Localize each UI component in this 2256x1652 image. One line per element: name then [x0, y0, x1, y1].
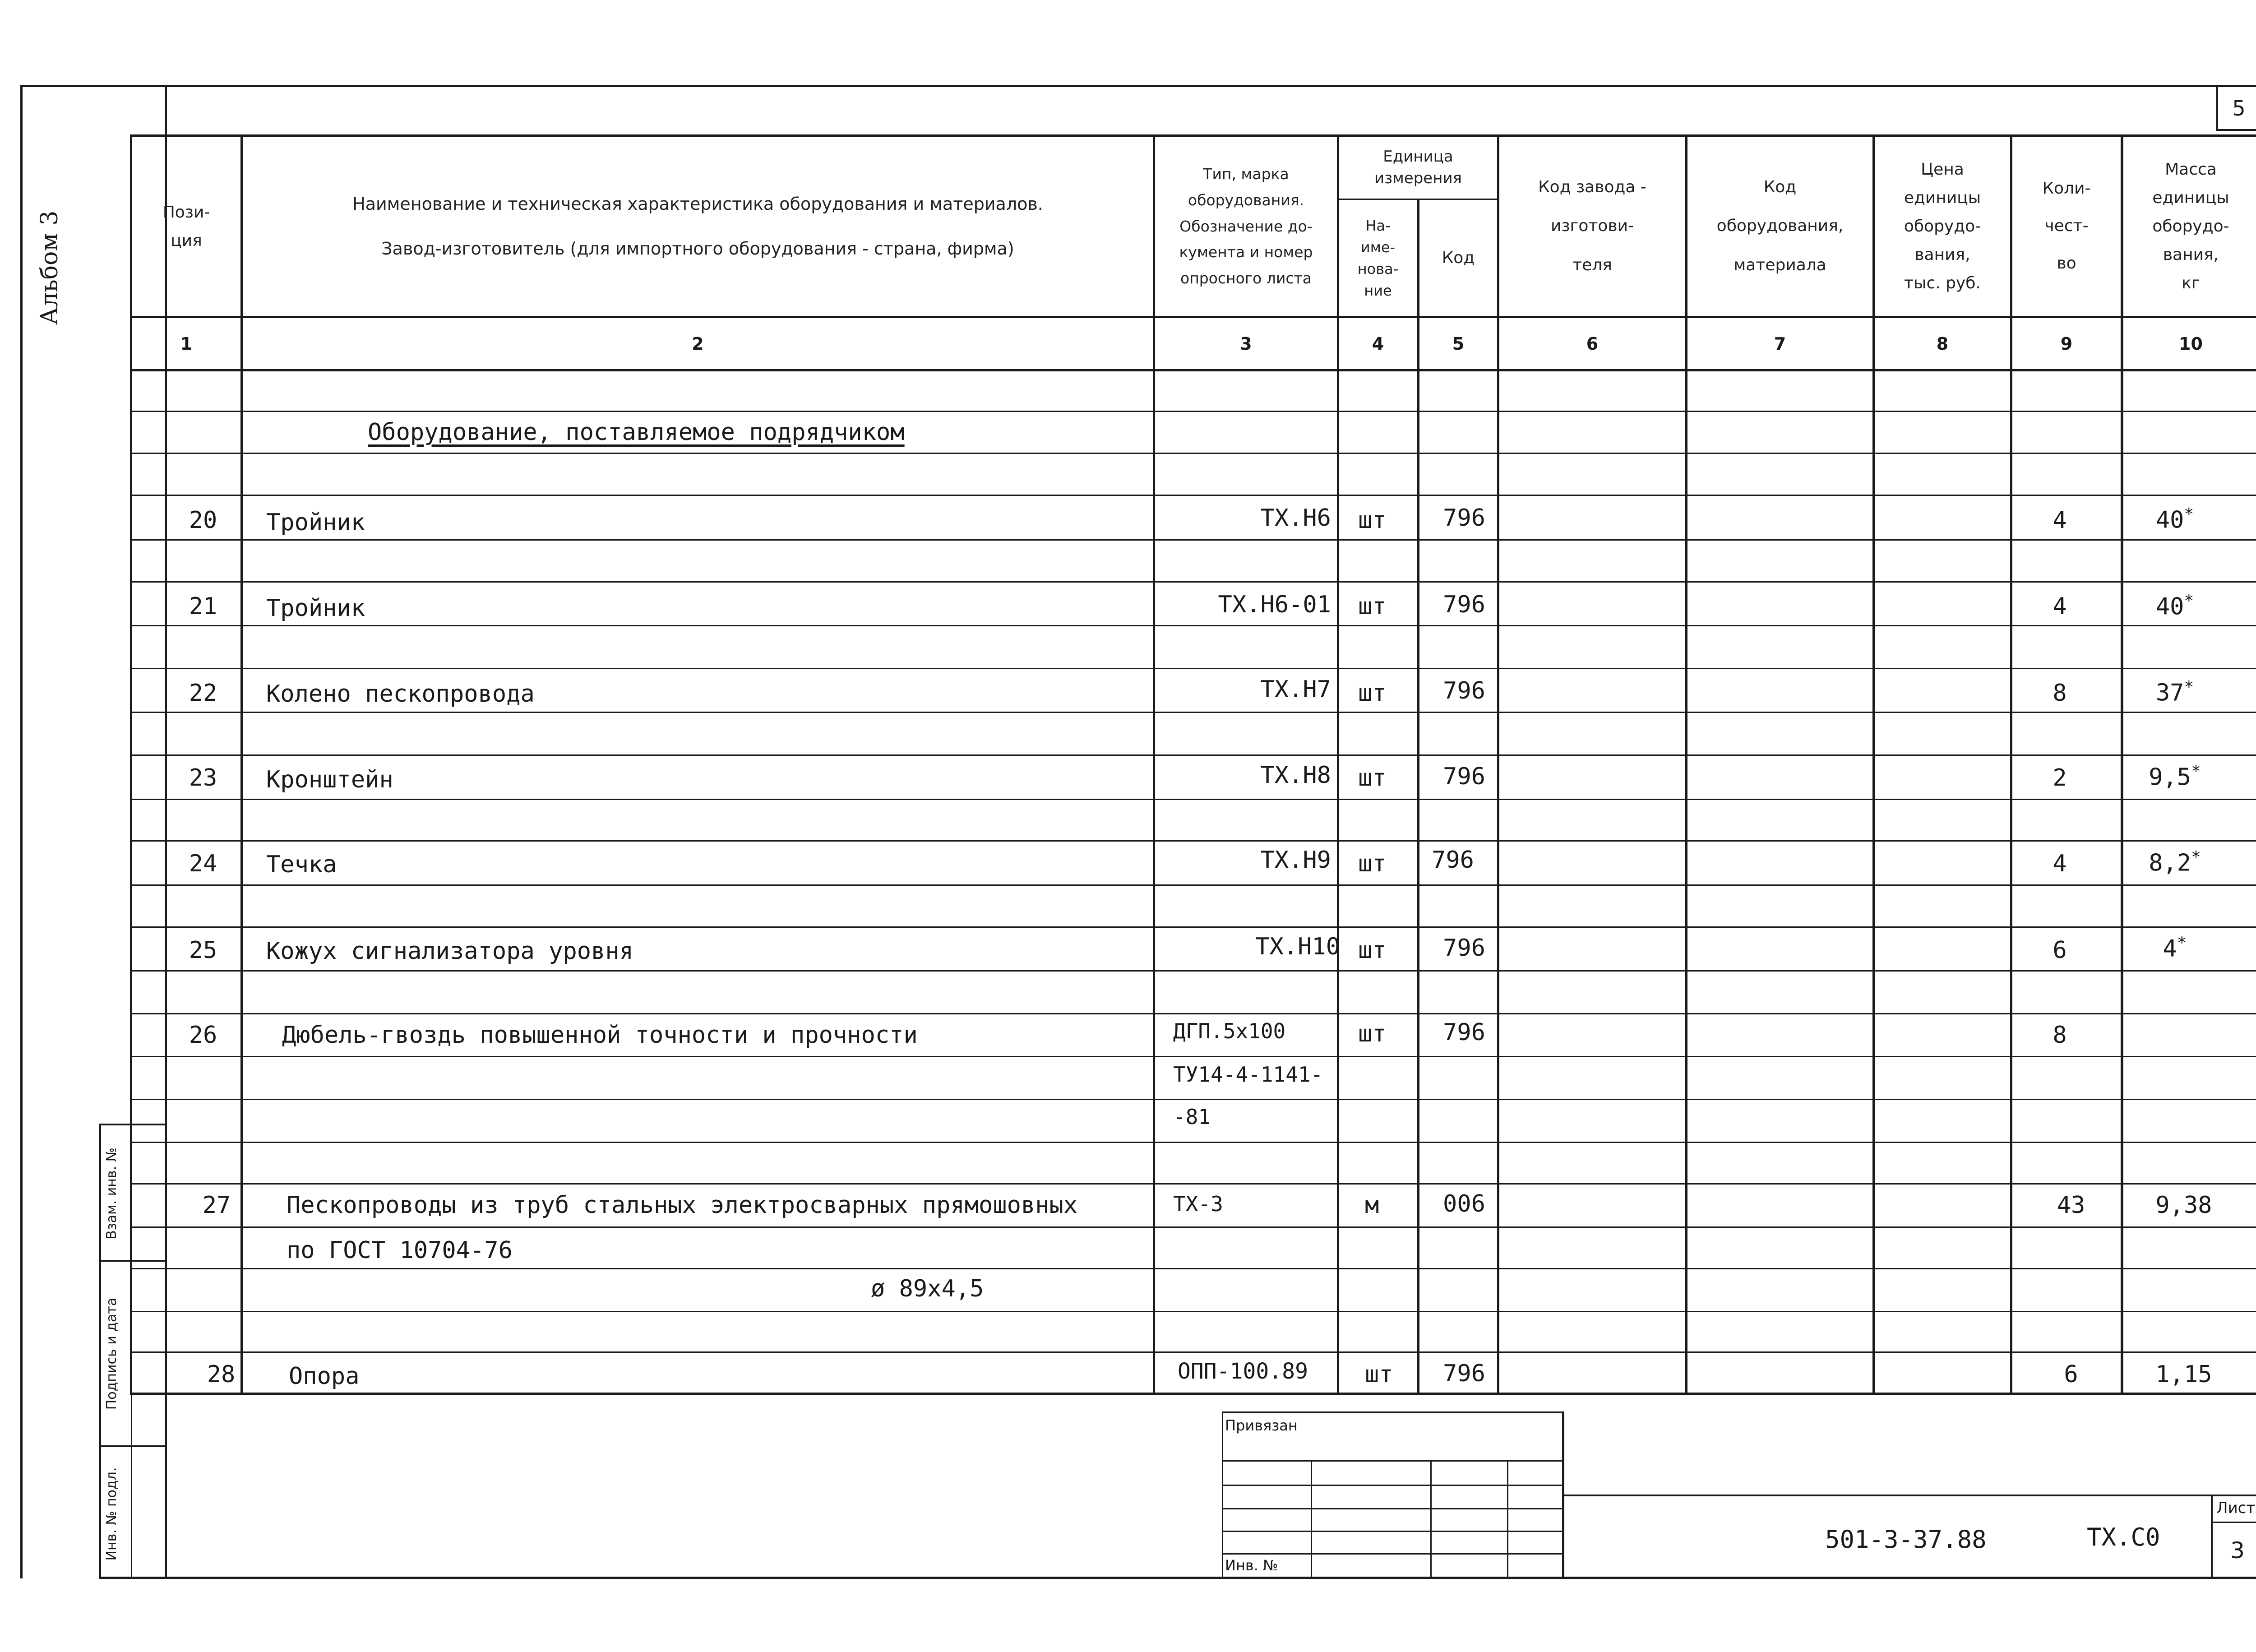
- hline: [130, 668, 2256, 669]
- header-unit-code: Код: [1442, 249, 1475, 267]
- mass-value: 40: [2155, 593, 2184, 620]
- hline: [130, 1311, 2256, 1312]
- mass-footnote-mark: *: [2177, 934, 2187, 952]
- row-position: 27: [202, 1192, 231, 1219]
- row-name: Опора: [289, 1363, 360, 1390]
- row-type: ДГП.5х100: [1173, 1019, 1286, 1043]
- row-position: 22: [189, 680, 217, 707]
- mass-footnote-mark: *: [2191, 762, 2201, 781]
- row-position: 28: [207, 1361, 236, 1388]
- row-unit: м: [1365, 1192, 1379, 1219]
- header-position: Пози- ция: [162, 203, 210, 250]
- tb-line: [1222, 1460, 1563, 1462]
- tb-privyazan: Привязан: [1225, 1417, 1298, 1434]
- mass-value: 37: [2155, 679, 2184, 707]
- row-type: ТХ.Н6: [1260, 504, 1331, 532]
- tb-main-top: [1562, 1495, 2256, 1496]
- row-mass: [2139, 1363, 2229, 1386]
- header-unit-group: Единица измерения: [1374, 147, 1462, 187]
- hline: [130, 1226, 2256, 1228]
- tb-inv-no: Инв. №: [1225, 1557, 1278, 1574]
- row-mass: [2130, 764, 2220, 789]
- side-stamp-inv: Инв. № подл.: [104, 1467, 120, 1561]
- row-unit: шт: [1358, 1020, 1387, 1047]
- row-quantity: 4: [2053, 850, 2067, 877]
- hline: [130, 754, 2256, 756]
- mass-value: 8,2: [2149, 849, 2191, 877]
- row-unit-code: 796: [1443, 504, 1485, 532]
- row-mass: [2130, 593, 2220, 618]
- column-number: 6: [1586, 333, 1599, 354]
- hline: [130, 495, 2256, 496]
- row-name: Тройник: [266, 595, 365, 622]
- header-quantity: Коли- чест- во: [2042, 179, 2091, 273]
- header-type: Тип, марка оборудования. Обозначение до- кумента и номер опросного листа: [1179, 165, 1313, 287]
- hline: [130, 884, 2256, 886]
- row-mass: [2139, 1194, 2229, 1217]
- header-price: Цена единицы оборудо- вания, тыс. руб.: [1904, 160, 1981, 292]
- tb-line: [1222, 1485, 1563, 1486]
- row-type-line3: -81: [1173, 1105, 1211, 1129]
- mass-value: 9,38: [2155, 1192, 2212, 1219]
- row-unit: шт: [1358, 850, 1387, 877]
- tb-doc-code: 501-3-37.88: [1825, 1525, 1987, 1554]
- row-mass: [2130, 678, 2220, 707]
- row-position: 26: [189, 1022, 217, 1049]
- row-type: ТХ.Н7: [1260, 676, 1331, 703]
- column-number: 9: [2060, 333, 2073, 354]
- row-type-line2: ТУ14-4-1141-: [1173, 1062, 1323, 1087]
- side-stamp-vzam: Взам. инв. №: [104, 1148, 120, 1240]
- mass-value: 40: [2155, 506, 2184, 534]
- column-number: 8: [1936, 333, 1949, 354]
- row-quantity: 43: [2057, 1192, 2085, 1219]
- row-name: Тройник: [266, 509, 365, 536]
- mass-footnote-mark: *: [2184, 505, 2194, 523]
- column-number: 5: [1452, 333, 1465, 354]
- colnum-bottom: [130, 369, 2256, 371]
- page-number: 5: [2232, 96, 2246, 120]
- column-number: 10: [2179, 333, 2203, 354]
- row-position: 20: [189, 507, 217, 534]
- row-name: Дюбель-гвоздь повышенной точности и прочности: [282, 1022, 918, 1049]
- row-type: ТХ.Н10: [1255, 933, 1340, 960]
- row-unit-code: 796: [1443, 763, 1485, 790]
- mass-value: 9,5: [2149, 764, 2191, 791]
- frame-left: [20, 85, 23, 1578]
- hline: [130, 453, 2256, 454]
- column-number: 7: [1774, 333, 1786, 354]
- row-unit-code: 796: [1443, 677, 1485, 704]
- side-stamp-top: [99, 1124, 167, 1125]
- header-equipment-code: Код оборудования, материала: [1716, 177, 1844, 274]
- row-quantity: 8: [2053, 680, 2067, 707]
- row-type: ТХ-3: [1173, 1192, 1223, 1216]
- hline: [130, 1142, 2256, 1143]
- row-name: Кронштейн: [266, 766, 393, 793]
- row-unit-code: 796: [1432, 847, 1474, 874]
- hline: [130, 799, 2256, 800]
- mass-footnote-mark: *: [2184, 592, 2194, 610]
- row-unit: шт: [1358, 593, 1387, 620]
- row-name-line2: по ГОСТ 10704-76: [287, 1237, 513, 1264]
- row-name-line3: ø 89х4,5: [871, 1275, 984, 1302]
- side-stamp-split: [131, 1124, 132, 1578]
- hline: [130, 581, 2256, 583]
- mass-footnote-mark: *: [2191, 848, 2201, 866]
- frame-top: [20, 85, 2256, 87]
- header-mass: Масса единицы оборудо- вания, кг: [2152, 160, 2229, 292]
- row-unit: шт: [1358, 680, 1387, 707]
- row-unit: шт: [1358, 507, 1387, 534]
- row-unit: шт: [1358, 764, 1387, 791]
- hline: [130, 625, 2256, 626]
- row-position: 23: [189, 764, 217, 791]
- mass-value: 4: [2163, 935, 2177, 963]
- column-number: 4: [1372, 333, 1384, 354]
- frame-bottom: [99, 1577, 2256, 1579]
- row-type: ОПП-100.89: [1178, 1359, 1308, 1384]
- tb-vline: [1430, 1460, 1432, 1578]
- row-unit-code: 796: [1443, 1019, 1485, 1046]
- row-position: 21: [189, 593, 217, 620]
- hline: [130, 1268, 2256, 1269]
- tb-box-top: [1222, 1411, 1563, 1413]
- column-number: 2: [692, 333, 704, 354]
- section-title: Оборудование, поставляемое подрядчиком: [368, 419, 905, 446]
- hline: [130, 926, 2256, 928]
- row-position: 24: [189, 850, 217, 877]
- row-type: ТХ.Н8: [1260, 762, 1331, 789]
- row-quantity: 4: [2053, 507, 2067, 534]
- tb-sheet-div: [2211, 1522, 2256, 1523]
- row-name: Колено пескопровода: [266, 680, 535, 708]
- row-name: Течка: [266, 851, 337, 878]
- mass-footnote-mark: *: [2184, 678, 2194, 696]
- tb-vline: [1507, 1460, 1508, 1578]
- row-unit: шт: [1358, 937, 1387, 964]
- hline: [130, 1351, 2256, 1353]
- row-position: 25: [189, 937, 217, 964]
- hline: [130, 1056, 2256, 1057]
- column-number: 1: [180, 333, 193, 354]
- hline: [130, 411, 2256, 412]
- row-quantity: 6: [2064, 1361, 2078, 1388]
- tb-doc-mark: ТХ.С0: [2087, 1523, 2160, 1551]
- hline: [130, 712, 2256, 713]
- row-mass: [2130, 934, 2220, 963]
- row-mass: [2130, 506, 2220, 532]
- table-bottom: [130, 1393, 2256, 1395]
- row-name: Пескопроводы из труб стальных электросварных прямошовных: [287, 1192, 1078, 1219]
- row-unit: шт: [1365, 1361, 1393, 1388]
- hline: [130, 840, 2256, 842]
- hline: [130, 1183, 2256, 1185]
- hline: [130, 1099, 2256, 1100]
- tb-line: [1222, 1553, 1563, 1555]
- row-type: ТХ.Н6-01: [1218, 591, 1331, 618]
- hline: [130, 1013, 2256, 1014]
- page-number-box-bottom: [2216, 129, 2256, 131]
- row-unit-code: 796: [1443, 935, 1485, 962]
- header-unit-name: На- име- нова- ние: [1357, 217, 1399, 299]
- header-factory-code: Код завода - изготови- теля: [1538, 177, 1646, 274]
- row-unit-code: 796: [1443, 1360, 1485, 1387]
- tb-sheet-number: 3: [2230, 1537, 2245, 1564]
- column-number: 3: [1240, 333, 1252, 354]
- hline: [130, 970, 2256, 972]
- side-stamp-signature: Подпись и дата: [104, 1297, 120, 1410]
- hline: [130, 539, 2256, 541]
- row-name: Кожух сигнализатора уровня: [266, 938, 633, 965]
- row-unit-code: 796: [1443, 591, 1485, 618]
- row-quantity: 2: [2053, 764, 2067, 791]
- tb-line: [1222, 1531, 1563, 1532]
- row-unit-code: 006: [1443, 1190, 1485, 1217]
- tb-line: [1222, 1508, 1563, 1509]
- album-label: Альбом 3: [36, 210, 63, 325]
- row-quantity: 4: [2053, 593, 2067, 620]
- tb-sheet-label: Лист: [2216, 1499, 2256, 1517]
- mass-value: 1,15: [2155, 1361, 2212, 1388]
- row-quantity: 8: [2053, 1022, 2067, 1049]
- tb-vline: [1311, 1460, 1312, 1578]
- row-type: ТХ.Н9: [1260, 847, 1331, 874]
- header-name: Наименование и техническая характеристика оборудования и материалов. Завод-изготовитель (для импортного оборудования - страна, фирма): [352, 194, 1043, 259]
- side-stamp-left: [99, 1124, 101, 1578]
- row-quantity: 6: [2053, 937, 2067, 964]
- row-mass: [2130, 849, 2220, 875]
